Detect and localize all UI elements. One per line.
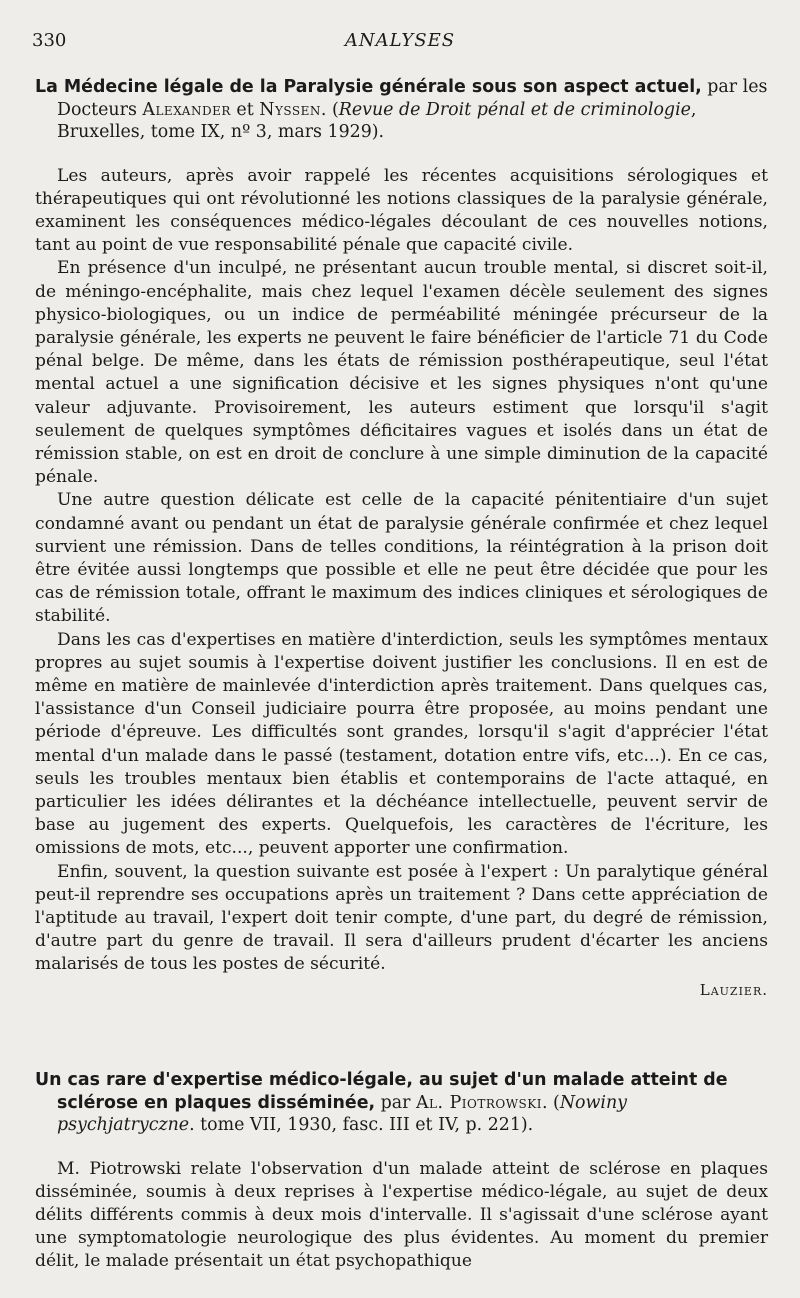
article-1-author-1: Alexander xyxy=(142,99,231,120)
article-1-journal: Revue de Droit pénal et de criminologie xyxy=(338,99,691,120)
article-2-title: Un cas rare d'expertise médico-légale, au sujet d'un malade atteint de sclérose en plaques disséminée, par Al. Piotrowski. (Nowiny psychjatryczne. tome VII, 1930, fasc. III et IV, p. 221). xyxy=(35,1070,728,1135)
article-2-journal: Nowiny psychjatryczne xyxy=(57,1092,627,1135)
article-1 xyxy=(35,76,768,999)
article-1-signature: Lauzier. xyxy=(699,980,768,999)
page-number: 330 xyxy=(32,30,67,51)
article-1-title: La Médecine légale de la Paralysie générale sous son aspect actuel, par les Docteurs Alexander et Nyssen. (Revue de Droit pénal et de criminologie, Bruxelles, tome IX, nº 3, mars 1929). xyxy=(35,77,768,142)
running-head: ANALYSES xyxy=(344,30,456,51)
article-2-title-bold: Un cas rare d'expertise médico-légale, au sujet d'un malade atteint de sclérose en plaques disséminée, xyxy=(35,1070,728,1113)
paragraph: Dans les cas d'expertises en matière d'interdiction, seuls les symptômes mentaux propres au sujet soumis à l'expertise doivent justifier les conclusions. Il en est de même en matière de mainlevée d'interdiction après traitement. Dans quelques cas, l'assistance d'un Conseil judiciaire pourra être proposée, au moins pendant une période d'épreuve. Les difficultés sont grandes, lorsqu'il s'agit d'apprécier l'état mental d'un malade dans le passé (testament, dotation entre vifs, etc...). En ce cas, seuls les troubles mentaux bien établis et contemporains de l'acte attaqué, en particulier les idées délirantes et la déchéance intellectuelle, peuvent servir de base au jugement des experts. Quelquefois, les caractères de l'écriture, les omissions de mots, etc..., peuvent apporter une confirmation. xyxy=(35,629,768,859)
paragraph: Les auteurs, après avoir rappelé les récentes acquisitions sérologiques et thérapeutiques qui ont révolutionné les notions classiques de la paralysie générale, examinent les conséquences médico-légales découlant de ces nouvelles notions, tant au point de vue responsabilité pénale que capacité civile. xyxy=(35,165,768,256)
article-1-title-bold: La Médecine légale de la Paralysie générale sous son aspect actuel, xyxy=(35,77,702,97)
paragraph: Une autre question délicate est celle de la capacité pénitentiaire d'un sujet condamné avant ou pendant un état de paralysie générale confirmée et chez lequel survient une rémission. Dans de telles conditions, la réintégration à la prison doit être évitée aussi longtemps que possible et elle ne peut être décidée que pour les cas de rémission totale, offrant le maximum des indices cliniques et sérologiques de stabilité. xyxy=(35,490,768,627)
article-1-author-2: Nyssen xyxy=(259,99,321,120)
article-2-body xyxy=(35,1158,768,1274)
article-2-author: Al. Piotrowski xyxy=(415,1092,542,1113)
paragraph: En présence d'un inculpé, ne présentant aucun trouble mental, si discret soit-il, de méningo-encéphalite, mais chez lequel l'examen décèle seulement des signes physico-biologiques, ou un indice de perméabilité méningée précurseur de la paralysie générale, les experts ne peuvent le faire bénéficier de l'article 71 du Code pénal belge. De même, dans les états de rémission posthérapeutique, seul l'état mental actuel a une signification décisive et les signes physiques n'ont qu'une valeur adjuvante. Provisoirement, les auteurs estiment que lorsqu'il s'agit seulement de quelques symptômes déficitaires vagues et isolés dans un état de rémission stable, on est en droit de conclure à une simple diminution de la capacité pénale. xyxy=(35,258,768,488)
paragraph: M. Piotrowski relate l'observation d'un malade atteint de sclérose en plaques disséminée, soumis à deux reprises à l'expertise médico-légale, au sujet de deux délits différents commis à deux mois d'intervalle. Il s'agissait d'une sclérose ayant une symptomatologie neurologique des plus évidentes. Au moment du premier délit, le malade présentait un état psychopathique xyxy=(35,1158,768,1272)
article-2 xyxy=(35,1069,768,1274)
article-1-body xyxy=(35,165,768,977)
paragraph: Enfin, souvent, la question suivante est posée à l'expert : Un paralytique général peut-il reprendre ses occupations après un traitement ? Dans cette appréciation de l'aptitude au travail, l'expert doit tenir compte, d'une part, du degré de rémission, d'autre part du genre de travail. Il sera d'ailleurs prudent d'écarter les anciens malarisés de tous les postes de sécurité. xyxy=(35,861,768,975)
